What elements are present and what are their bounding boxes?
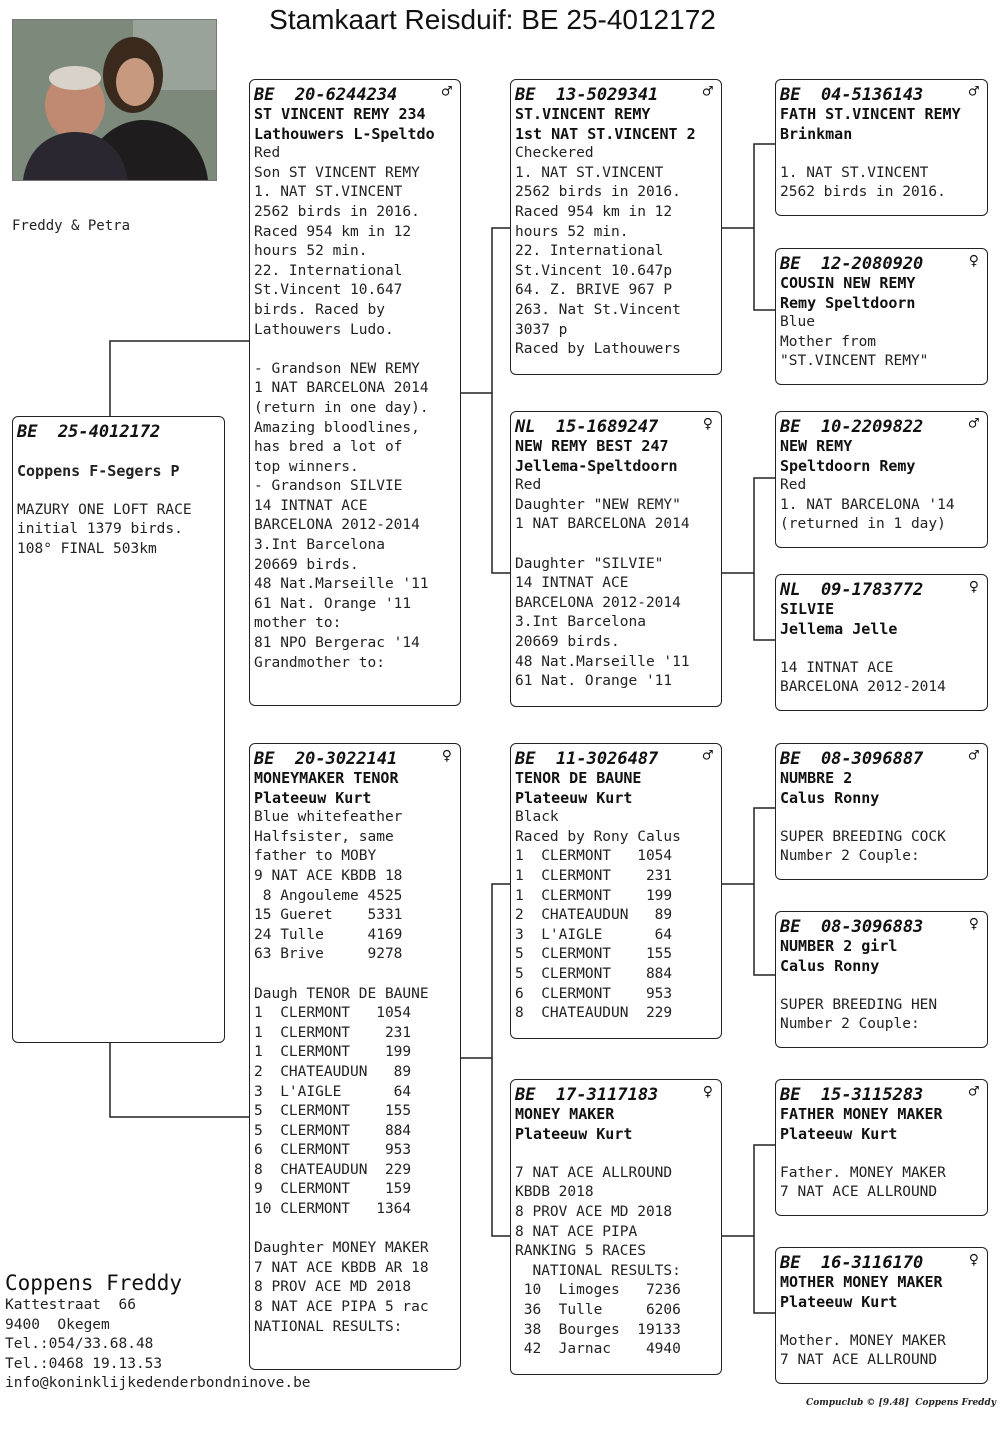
detail-line: 2 CHATEAUDUN 89 [515, 907, 673, 924]
breeder-name: Jellema-Speltdoorn [515, 456, 678, 475]
detail-line: 63 Brive 9278 [254, 946, 403, 963]
breeder-name: Brinkman [780, 124, 853, 143]
pigeon-card-ss-dam[interactable] [775, 248, 988, 385]
detail-line: Red [780, 477, 807, 494]
details [254, 808, 456, 1337]
detail-line: 1 CLERMONT 1054 [254, 1005, 412, 1022]
detail-line: 6 CLERMONT 953 [515, 985, 673, 1002]
details [780, 1312, 983, 1371]
ring-number: BE 04-5136143 [780, 85, 924, 105]
detail-line: NATIONAL RESULTS: [254, 1318, 403, 1335]
ring-number: BE 12-2080920 [780, 254, 924, 274]
detail-line: 263. Nat St.Vincent [515, 301, 681, 318]
detail-line: Grandmother to: [254, 654, 385, 671]
detail-line: father to MOBY [254, 848, 377, 865]
detail-line [780, 808, 983, 828]
details [254, 144, 456, 673]
details [780, 639, 983, 698]
female-icon: ♀ [968, 577, 979, 597]
detail-line: 2562 birds in 2016. [254, 203, 420, 220]
detail-line: "ST.VINCENT REMY" [780, 353, 929, 370]
detail-line: BARCELONA 2012-2014 [780, 679, 946, 696]
detail-line: SUPER BREEDING HEN [780, 996, 938, 1013]
detail-line: 5 CLERMONT 884 [515, 965, 673, 982]
detail-line: has bred a lot of [254, 439, 403, 456]
detail-line: 5 CLERMONT 155 [254, 1103, 412, 1120]
detail-line: 7 NAT ACE ALLROUND [515, 1164, 673, 1181]
detail-line: 1. NAT ST.VINCENT [254, 184, 403, 201]
detail-line: 5 CLERMONT 155 [515, 946, 673, 963]
ring-number: BE 16-3116170 [780, 1253, 924, 1273]
detail-line: KBDB 2018 [515, 1184, 594, 1201]
detail-line: 9 NAT ACE KBDB 18 [254, 867, 403, 884]
pigeon-name: MOTHER MONEY MAKER [780, 1273, 943, 1291]
detail-line: MAZURY ONE LOFT RACE [17, 501, 192, 518]
pigeon-card-sd-dam[interactable] [775, 574, 988, 711]
details [17, 442, 220, 560]
detail-line: 10 CLERMONT 1364 [254, 1201, 412, 1218]
breeder-name: Plateeuw Kurt [780, 1124, 898, 1143]
detail-line: 61 Nat. Orange '11 [254, 595, 412, 612]
female-icon: ♀ [968, 251, 979, 271]
detail-line: - Grandson SILVIE [254, 478, 403, 495]
detail-line: 24 Tulle 4169 [254, 926, 403, 943]
detail-line: Son ST VINCENT REMY [254, 164, 420, 181]
pigeon-name: NUMBRE 2 [780, 769, 853, 787]
detail-line: 22. International [515, 243, 664, 260]
detail-line: top winners. [254, 458, 359, 475]
ring-number: BE 13-5029341 [515, 85, 659, 105]
pigeon-card-dam-sire[interactable] [510, 743, 722, 1039]
pigeon-card-ss-sire[interactable] [775, 79, 988, 216]
breeder-name: Lathouwers L-Speltdo [254, 124, 435, 143]
detail-line: Daugh TENOR DE BAUNE [254, 985, 429, 1002]
detail-line: 8 Angouleme 4525 [254, 887, 403, 904]
pigeon-name: SILVIE [780, 600, 835, 618]
phone-1: Tel.:054/33.68.48 [5, 1336, 154, 1353]
detail-line: 108° FINAL 503km [17, 540, 157, 557]
detail-line: 1. NAT BARCELONA '14 [780, 496, 955, 513]
detail-line: 81 NPO Bergerac '14 [254, 635, 420, 652]
pigeon-card-ds-sire[interactable] [775, 743, 988, 880]
detail-line: 64. Z. BRIVE 967 P [515, 282, 673, 299]
detail-line [515, 535, 717, 555]
detail-line: Black [515, 809, 559, 826]
detail-line: 1. NAT ST.VINCENT [515, 164, 664, 181]
detail-line: 7 NAT ACE KBDB AR 18 [254, 1259, 429, 1276]
detail-line: Checkered [515, 145, 594, 162]
breeder-name: Calus Ronny [780, 788, 880, 807]
detail-line: 3 L'AIGLE 64 [515, 926, 673, 943]
pigeon-name: MONEYMAKER TENOR [254, 769, 399, 787]
contact-block [5, 1270, 311, 1394]
breeder-name: Plateeuw Kurt [254, 788, 372, 807]
detail-line: Blue whitefeather [254, 809, 403, 826]
details [780, 976, 983, 1035]
phone-2: Tel.:0468 19.13.53 [5, 1355, 163, 1372]
detail-line: Daughter MONEY MAKER [254, 1240, 429, 1257]
detail-line [780, 144, 983, 164]
detail-line: 9 CLERMONT 159 [254, 1181, 412, 1198]
detail-line [780, 1144, 983, 1164]
detail-line: 48 Nat.Marseille '11 [515, 653, 690, 670]
ring-number: BE 20-3022141 [254, 749, 398, 769]
breeder-name: Plateeuw Kurt [515, 788, 633, 807]
breeder-name: Remy Speltdoorn [780, 293, 916, 312]
footer-credit: Compuclub © [9.48] Coppens Freddy [806, 1398, 996, 1408]
detail-line: Coppens F-Segers P [17, 461, 180, 480]
male-icon: ♂ [968, 414, 979, 434]
detail-line: Mother. MONEY MAKER [780, 1332, 946, 1349]
detail-line: St.Vincent 10.647 [254, 282, 403, 299]
detail-line: 1. NAT ST.VINCENT [780, 164, 929, 181]
detail-line: mother to: [254, 615, 342, 632]
pigeon-name: ST VINCENT REMY 234 [254, 105, 426, 123]
pigeon-name: NEW REMY [780, 437, 853, 455]
detail-line: 42 Jarnac 4940 [515, 1341, 681, 1358]
pigeon-card-subject[interactable] [12, 416, 225, 1043]
details [515, 476, 717, 692]
breeder-name: Plateeuw Kurt [515, 1124, 633, 1143]
detail-line: Raced by Lathouwers [515, 341, 681, 358]
detail-line: 8 CHATEAUDUN 229 [254, 1161, 412, 1178]
pigeon-name: FATHER MONEY MAKER [780, 1105, 943, 1123]
detail-line: 22. International [254, 262, 403, 279]
pigeon-card-sd-sire[interactable] [775, 411, 988, 548]
detail-line: 38 Bourges 19133 [515, 1321, 681, 1338]
pigeon-card-ds-dam[interactable] [775, 911, 988, 1048]
detail-line: (return in one day). [254, 399, 429, 416]
detail-line: 36 Tulle 6206 [515, 1301, 681, 1318]
pigeon-card-dd-sire[interactable] [775, 1079, 988, 1216]
female-icon: ♀ [702, 414, 713, 434]
detail-line: Red [254, 145, 281, 162]
detail-line: 20669 birds. [515, 633, 620, 650]
male-icon: ♂ [968, 1082, 979, 1102]
breeder-name: Plateeuw Kurt [780, 1292, 898, 1311]
detail-line: 2562 birds in 2016. [780, 184, 946, 201]
breeder-name: Jellema Jelle [780, 619, 898, 638]
detail-line: 1 CLERMONT 231 [515, 867, 673, 884]
female-icon: ♀ [702, 1082, 713, 1102]
detail-line: Lathouwers Ludo. [254, 321, 394, 338]
ring-number: BE 17-3117183 [515, 1085, 659, 1105]
pigeon-name: MONEY MAKER [515, 1105, 615, 1123]
male-icon: ♂ [702, 82, 713, 102]
details [780, 313, 983, 372]
detail-line: Number 2 Couple: [780, 1016, 920, 1033]
detail-line [780, 639, 983, 659]
address-city: 9400 Okegem [5, 1316, 110, 1333]
detail-line: BARCELONA 2012-2014 [515, 594, 681, 611]
ring-number: BE 11-3026487 [515, 749, 659, 769]
detail-line: Daughter "SILVIE" [515, 555, 664, 572]
pigeon-name: ST.VINCENT REMY [515, 105, 651, 123]
detail-line: 3037 p [515, 321, 568, 338]
detail-line: 61 Nat. Orange '11 [515, 673, 673, 690]
detail-line: 15 Gueret 5331 [254, 907, 403, 924]
ring-number: NL 15-1689247 [515, 417, 659, 437]
female-icon: ♀ [968, 914, 979, 934]
detail-line: hours 52 min. [254, 243, 368, 260]
details [780, 1144, 983, 1203]
detail-line [17, 481, 220, 501]
detail-line: 2 CHATEAUDUN 89 [254, 1063, 412, 1080]
detail-line: 1 CLERMONT 1054 [515, 848, 673, 865]
breeder-name: Calus Ronny [780, 956, 880, 975]
detail-line: Mother from [780, 333, 877, 350]
detail-line: 1 CLERMONT 231 [254, 1024, 412, 1041]
detail-line [515, 1144, 717, 1164]
detail-line: Father. MONEY MAKER [780, 1164, 946, 1181]
detail-line: Blue [780, 314, 815, 331]
detail-line: Raced by Rony Calus [515, 828, 681, 845]
detail-line [780, 976, 983, 996]
detail-line: 2562 birds in 2016. [515, 184, 681, 201]
detail-line: BARCELONA 2012-2014 [254, 517, 420, 534]
detail-line: 10 Limoges 7236 [515, 1282, 681, 1299]
email-link[interactable]: info@koninklijkedenderbondninove.be [5, 1375, 311, 1392]
ring-number: NL 09-1783772 [780, 580, 924, 600]
ring-number: BE 08-3096883 [780, 917, 924, 937]
detail-line: 1 CLERMONT 199 [254, 1044, 412, 1061]
detail-line: Raced 954 km in 12 [254, 223, 412, 240]
pigeon-card-dam-dam[interactable] [510, 1079, 722, 1375]
male-icon: ♂ [968, 746, 979, 766]
detail-line: 7 NAT ACE ALLROUND [780, 1352, 938, 1369]
ring-number: BE 10-2209822 [780, 417, 924, 437]
details [515, 144, 717, 360]
pigeon-card-sire[interactable] [249, 79, 461, 706]
pigeon-name: FATH ST.VINCENT REMY [780, 105, 961, 123]
detail-line: St.Vincent 10.647p [515, 262, 673, 279]
breeder-name: Speltdoorn Remy [780, 456, 916, 475]
detail-line: RANKING 5 RACES [515, 1243, 646, 1260]
detail-line [17, 442, 220, 462]
detail-line: - Grandson NEW REMY [254, 360, 420, 377]
detail-line: Halfsister, same [254, 828, 394, 845]
ring-number: BE 20-6244234 [254, 85, 398, 105]
detail-line: 8 PROV ACE MD 2018 [515, 1203, 673, 1220]
pigeon-card-sire-sire[interactable] [510, 79, 722, 375]
details [780, 476, 983, 535]
pigeon-name: NEW REMY BEST 247 [515, 437, 669, 455]
pigeon-card-dd-dam[interactable] [775, 1247, 988, 1384]
ring-number: BE 25-4012172 [17, 422, 161, 442]
pigeon-name: NUMBER 2 girl [780, 937, 898, 955]
detail-line [780, 1312, 983, 1332]
page-title: Stamkaart Reisduif: BE 25-4012172 [269, 4, 716, 35]
detail-line: hours 52 min. [515, 223, 629, 240]
detail-line: (returned in 1 day) [780, 516, 946, 533]
detail-line: 14 INTNAT ACE [515, 575, 629, 592]
detail-line: 8 PROV ACE MD 2018 [254, 1279, 412, 1296]
detail-line: birds. Raced by [254, 301, 385, 318]
detail-line: NATIONAL RESULTS: [515, 1262, 681, 1279]
details [780, 808, 983, 867]
detail-line: 8 CHATEAUDUN 229 [515, 1005, 673, 1022]
detail-line: Amazing bloodlines, [254, 419, 420, 436]
detail-line: 14 INTNAT ACE [780, 659, 894, 676]
detail-line: 3.Int Barcelona [254, 537, 385, 554]
detail-line: SUPER BREEDING COCK [780, 828, 946, 845]
photo-caption: Freddy & Petra [12, 218, 131, 234]
ring-number: BE 08-3096887 [780, 749, 924, 769]
detail-line: 1 NAT BARCELONA 2014 [254, 380, 429, 397]
detail-line: 3.Int Barcelona [515, 614, 646, 631]
female-icon: ♀ [968, 1250, 979, 1270]
details [515, 1144, 717, 1360]
female-icon: ♀ [441, 746, 452, 766]
detail-line: Daughter "NEW REMY" [515, 496, 681, 513]
male-icon: ♂ [702, 746, 713, 766]
male-icon: ♂ [968, 82, 979, 102]
detail-line: initial 1379 birds. [17, 521, 183, 538]
detail-line: 20669 birds. [254, 556, 359, 573]
detail-line: Number 2 Couple: [780, 848, 920, 865]
detail-line: Red [515, 477, 542, 494]
detail-line: 1 NAT BARCELONA 2014 [515, 516, 690, 533]
detail-line: 3 L'AIGLE 64 [254, 1083, 412, 1100]
detail-line [254, 1220, 456, 1240]
detail-line: 6 CLERMONT 953 [254, 1142, 412, 1159]
detail-line: 14 INTNAT ACE [254, 497, 368, 514]
breeder-name: 1st NAT ST.VINCENT 2 [515, 124, 696, 143]
male-icon: ♂ [441, 82, 452, 102]
pigeon-name: COUSIN NEW REMY [780, 274, 916, 292]
pigeon-name: TENOR DE BAUNE [515, 769, 642, 787]
detail-line: 48 Nat.Marseille '11 [254, 576, 429, 593]
detail-line [254, 965, 456, 985]
detail-line: 8 NAT ACE PIPA [515, 1223, 638, 1240]
address-street: Kattestraat 66 [5, 1297, 136, 1313]
pigeon-card-sire-dam[interactable] [510, 411, 722, 707]
detail-line [254, 340, 456, 360]
detail-line: 7 NAT ACE ALLROUND [780, 1184, 938, 1201]
detail-line: 8 NAT ACE PIPA 5 rac [254, 1299, 429, 1316]
detail-line: Raced 954 km in 12 [515, 203, 673, 220]
ring-number: BE 15-3115283 [780, 1085, 924, 1105]
details [780, 144, 983, 203]
detail-line: 5 CLERMONT 884 [254, 1122, 412, 1139]
detail-line: 1 CLERMONT 199 [515, 887, 673, 904]
owner-name: Coppens Freddy [5, 1271, 183, 1295]
details [515, 808, 717, 1024]
